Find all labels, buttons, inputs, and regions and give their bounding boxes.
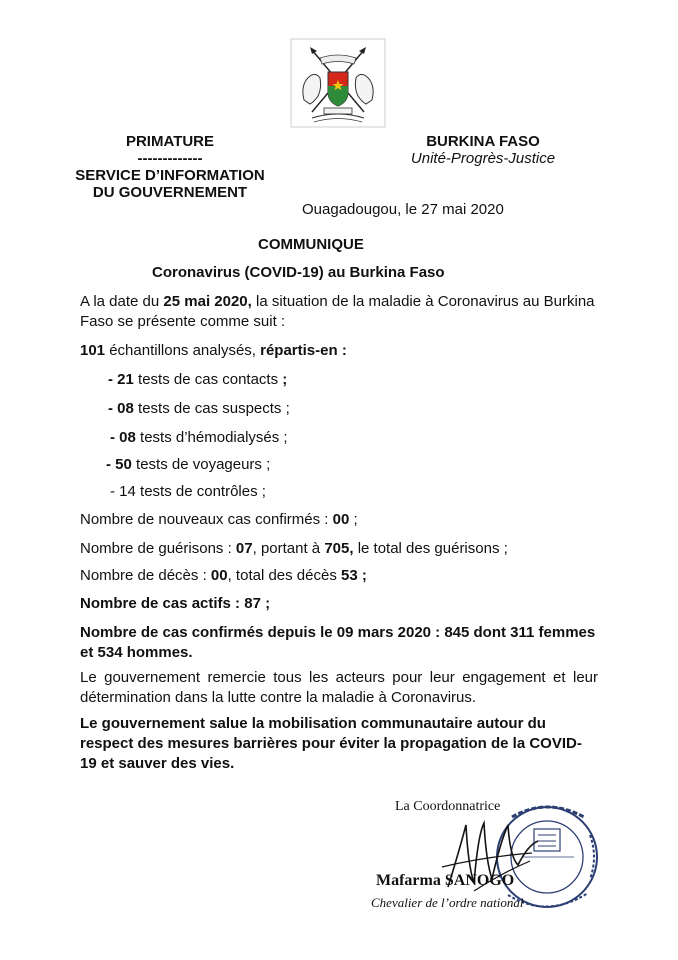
samples-breakdown-label: répartis-en :	[260, 342, 347, 359]
recoveries-label: Nombre de guérisons :	[80, 540, 236, 557]
test-label: tests de cas suspects ;	[133, 400, 290, 417]
test-item	[110, 482, 266, 502]
deaths-label: Nombre de décès :	[80, 567, 211, 584]
test-count: - 50	[106, 456, 132, 473]
test-label: tests de contrôles ;	[135, 483, 266, 500]
samples-line	[80, 341, 598, 361]
test-item	[108, 399, 290, 419]
intro-text-end: la situation de la maladie à Coronavirus au Burkina Faso se présente comme suit :	[80, 293, 595, 330]
recoveries-value: 07	[235, 540, 253, 557]
recoveries-end: le total des guérisons ;	[353, 540, 508, 557]
test-count: - 21	[108, 371, 134, 388]
signatory-title: La Coordonnatrice	[395, 799, 501, 814]
closing-paragraph: Le gouvernement salue la mobilisation communautaire autour du respect des mesures barrières pour éviter la propagation de la COVID-19 et sauver des vies.	[80, 715, 582, 772]
office-name: PRIMATURE	[125, 133, 215, 150]
test-label: tests de cas contacts	[133, 371, 283, 388]
test-label: tests d’hémodialysés ;	[135, 429, 288, 446]
confirmed-cases-paragraph: Nombre de cas confirmés depuis le 09 mars 2020 : 845 dont 311 femmes et 534 hommes.	[80, 624, 596, 661]
service-name-line1: SERVICE D’INFORMATION	[75, 167, 265, 184]
active-cases-line: Nombre de cas actifs : 87 ;	[80, 595, 271, 612]
document-subtitle: Coronavirus (COVID-19) au Burkina Faso	[152, 264, 445, 281]
country-motto: Unité-Progrès-Justice	[410, 150, 556, 167]
test-count: - 14	[110, 483, 136, 500]
new-cases-end: ;	[349, 511, 358, 528]
header-left	[70, 133, 270, 201]
intro-paragraph	[80, 292, 598, 332]
test-item	[106, 455, 270, 475]
report-date: 25 mai 2020,	[163, 293, 252, 310]
test-label: tests de voyageurs ;	[131, 456, 271, 473]
recoveries-line	[80, 539, 598, 559]
test-item	[108, 370, 287, 390]
thanks-paragraph: Le gouvernement remercie tous les acteurs pour leur engagement et leur détermination dans la lutte contre la maladie à Coronavirus.	[80, 669, 598, 706]
deaths-mid: , total des décès	[227, 567, 341, 584]
samples-text: échantillons analysés,	[105, 342, 261, 359]
samples-count: 101	[80, 342, 106, 359]
service-name-line2: DU GOUVERNEMENT	[92, 184, 248, 201]
test-count: - 08	[110, 429, 136, 446]
deaths-total: 53 ;	[341, 567, 367, 584]
new-cases-label: Nombre de nouveaux cas confirmés :	[80, 511, 333, 528]
country-name: BURKINA FASO	[426, 133, 540, 150]
recoveries-total: 705,	[324, 540, 354, 557]
test-count: - 08	[108, 400, 134, 417]
signatory-name: Mafarma SANOGO	[376, 872, 515, 889]
place-date: Ouagadougou, le 27 mai 2020	[302, 201, 504, 218]
header-separator: -------------	[137, 150, 203, 167]
document-title: COMMUNIQUE	[258, 236, 364, 253]
coat-of-arms-emblem	[290, 38, 386, 128]
new-cases-value: 00	[332, 511, 350, 528]
test-item	[110, 428, 288, 448]
deaths-value: 00	[210, 567, 228, 584]
test-suffix: ;	[282, 371, 288, 388]
intro-text-start: A la date du	[80, 293, 164, 310]
new-cases-line	[80, 510, 598, 530]
signatory-distinction: Chevalier de l’ordre national	[371, 895, 524, 910]
deaths-line	[80, 566, 598, 586]
recoveries-mid: , portant à	[252, 540, 325, 557]
header-right	[398, 133, 568, 167]
